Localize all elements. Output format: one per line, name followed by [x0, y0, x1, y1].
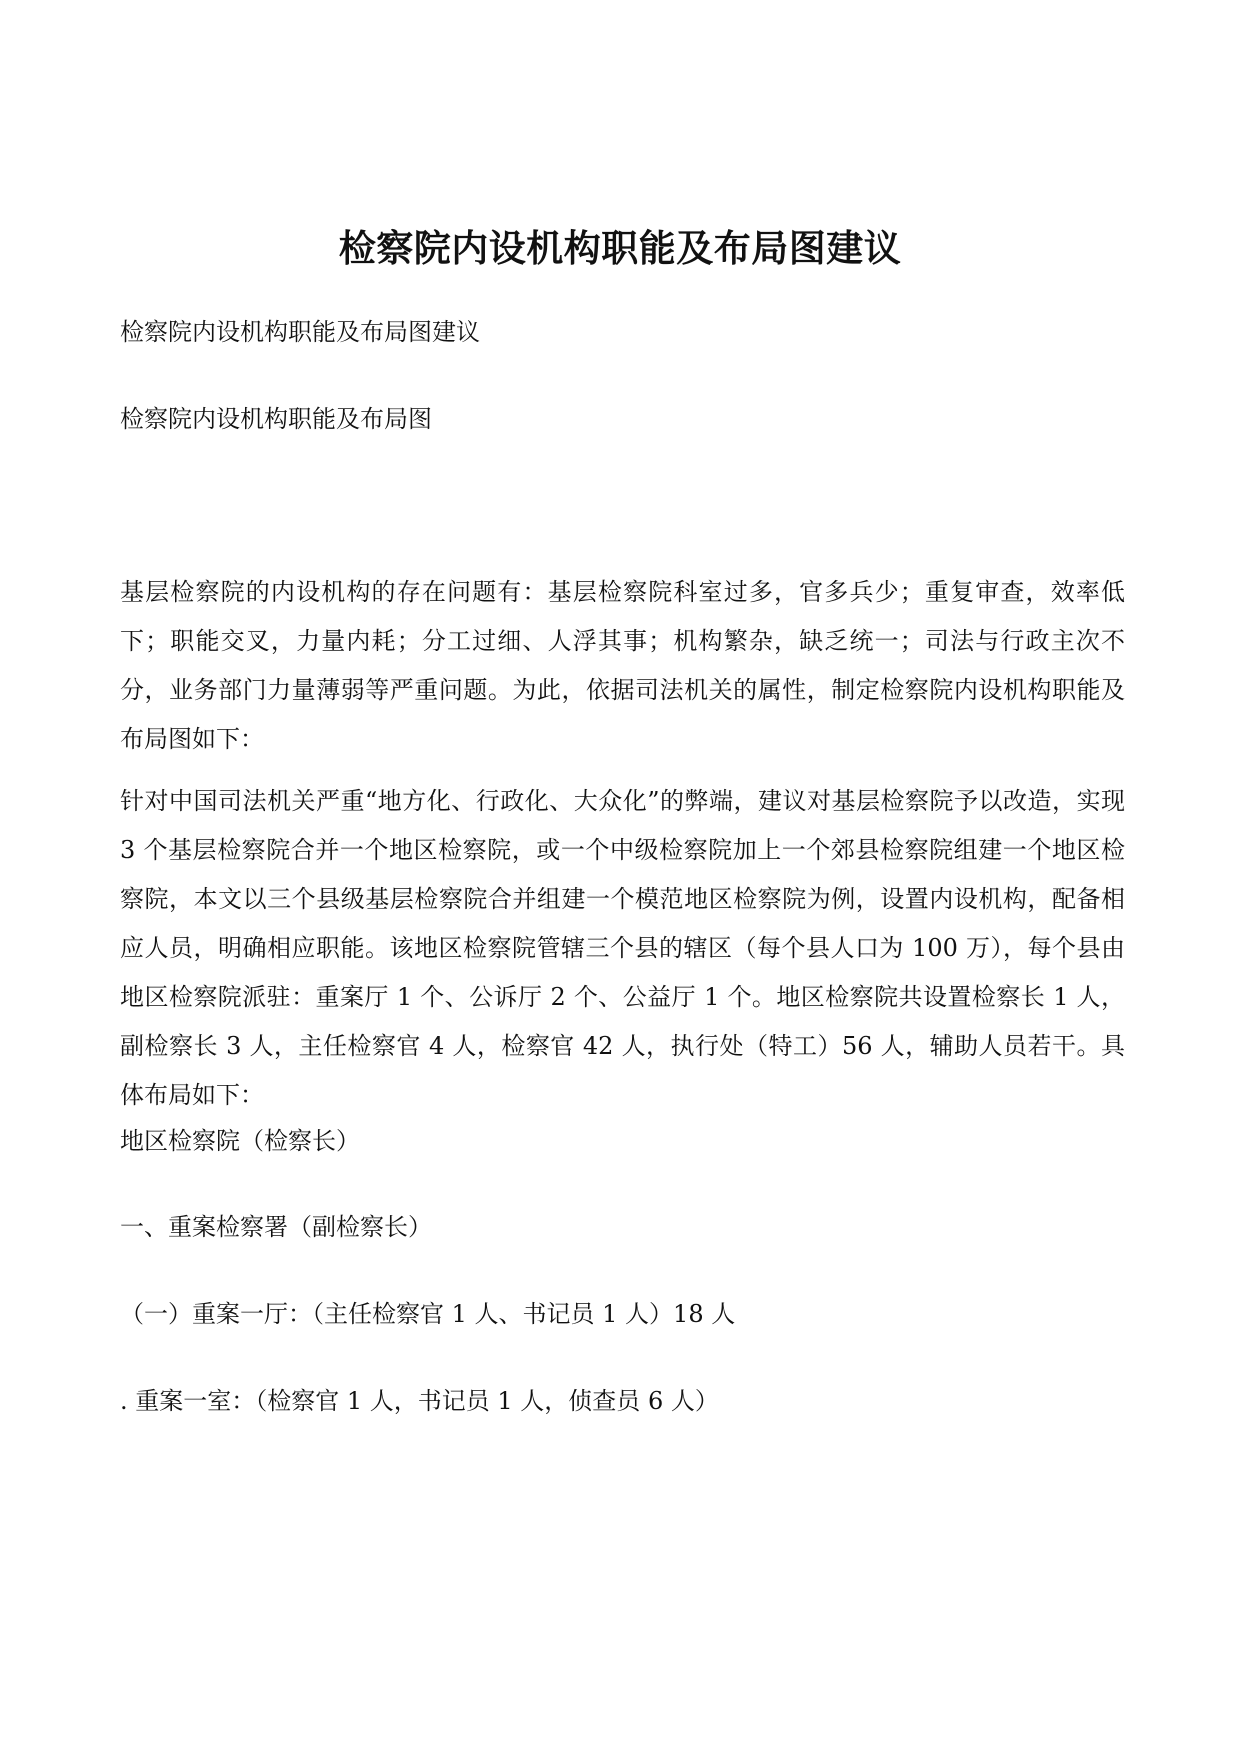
subtitle-line-1: 检察院内设机构职能及布局图建议: [120, 318, 480, 346]
subtitle-line-2: 检察院内设机构职能及布局图: [120, 405, 432, 433]
section-heading-major-cases: 一、重案检察署（副检察长）: [120, 1213, 432, 1241]
district-procuratorate-line: 地区检察院（检察长）: [120, 1127, 360, 1155]
paragraph-problems: 基层检察院的内设机构的存在问题有：基层检察院科室过多，官多兵少；重复审查，效率低下；职能交叉，力量内耗；分工过细、人浮其事；机构繁杂，缺乏统一；司法与行政主次不分，业务部门力量薄弱等严重问题。为此，依据司法机关的属性，制定检察院内设机构职能及布局图如下：: [120, 578, 1125, 753]
hall-line-major-case-1: （一）重案一厅：（主任检察官 1 人、书记员 1 人）18 人: [120, 1300, 736, 1328]
room-line-major-case-1: . 重案一室：（检察官 1 人，书记员 1 人，侦查员 6 人）: [120, 1387, 719, 1415]
document-title: 检察院内设机构职能及布局图建议: [338, 226, 902, 270]
paragraph-proposal: 针对中国司法机关严重“地方化、行政化、大众化”的弊端，建议对基层检察院予以改造，实现 3 个基层检察院合并一个地区检察院，或一个中级检察院加上一个郊县检察院组建一个地区检察院，本文以三个县级基层检察院合并组建一个模范地区检察院为例，设置内设机构，配备相应人员，明确相应职能。该地区检察院管辖三个县的辖区（每个县人口为 100 万），每个县由地区检察院派驻：重案厅 1 个、公诉厅 2 个、公益厅 1 个。地区检察院共设置检察长 1 人，副检察长 3 人，主任检察官 4 人，检察官 42 人，执行处（特工）56 人，辅助人员若干。具体布局如下：: [120, 787, 1125, 1109]
